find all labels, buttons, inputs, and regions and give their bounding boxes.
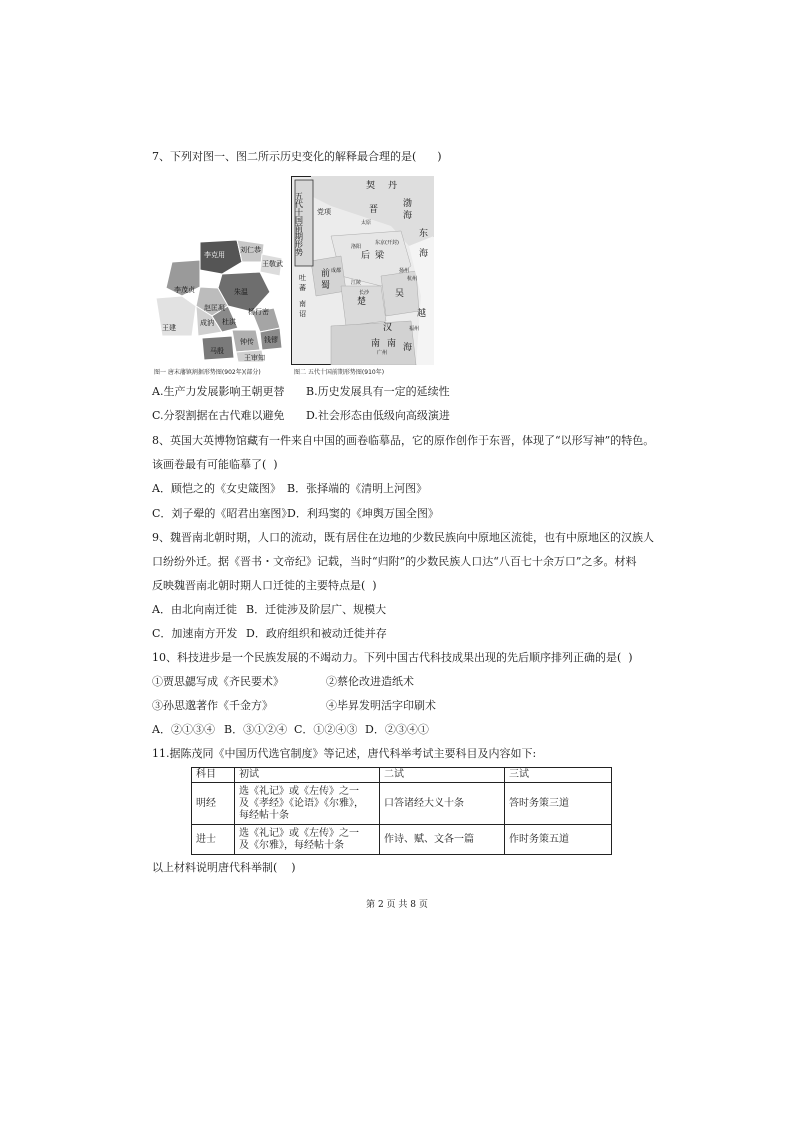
q9-option-b: B．迁徙涉及阶层广、规模大: [246, 603, 387, 616]
q7-stem: 7、下列对图一、图二所示历史变化的解释最合理的是( ): [152, 150, 442, 163]
keju-subjects-table: [191, 767, 612, 855]
map1-label: 赵匡凝: [204, 304, 225, 312]
map1-label: 成汭: [200, 319, 214, 327]
map2-label: 东: [419, 229, 429, 239]
map-five-dynasties: [291, 176, 434, 365]
table-cell-line: 及《尔雅》，每经帖十条: [239, 839, 344, 851]
map2-city: 广州: [377, 350, 388, 356]
q8-option-a: A．顾恺之的《女史箴图》: [152, 482, 281, 495]
table-cell-third: 答时务策三道: [505, 783, 612, 825]
table-cell-third: 作时务策五道: [505, 825, 612, 855]
q8-option-c: C．刘子翚的《昭君出塞图》: [152, 507, 293, 520]
map1-label: 李克用: [204, 251, 225, 259]
map2-city: 洛阳: [351, 244, 362, 250]
table-header-cell: 科目: [192, 768, 235, 783]
map2-label: 梁: [375, 251, 385, 261]
map2-label: 前: [321, 269, 331, 279]
q9-option-d: D．政府组织和被动迁徙并存: [246, 627, 387, 640]
q10-item-2: ②蔡伦改进造纸术: [326, 675, 414, 688]
q10-option-a: A．②①③④: [152, 723, 215, 736]
map2-label: 契: [366, 181, 376, 191]
page-footer: 第 2 页 共 8 页: [366, 900, 428, 910]
map2-label: 汉: [383, 323, 393, 333]
map2-label: 党项: [317, 208, 331, 216]
map1-label: 王审知: [244, 354, 265, 362]
q10-item-3: ③孙思邈著作《千金方》: [152, 699, 273, 712]
map2-label: 晋: [369, 205, 379, 215]
map1-label: 杨行密: [248, 308, 269, 316]
map1-label: 钱镠: [264, 336, 278, 344]
table-header-row: [192, 768, 612, 783]
map2-city: 扬州: [399, 268, 410, 274]
map2-city: 长沙: [359, 290, 370, 296]
q7-option-a: A.生产力发展影响王朝更替: [152, 385, 285, 398]
map2-label: 海: [403, 343, 413, 353]
map2-label: 诏: [299, 310, 306, 318]
map2-label: 越: [417, 309, 427, 319]
map1-label: 刘仁恭: [240, 246, 261, 254]
map2-label: 渤: [403, 199, 413, 209]
q7-option-d: D.社会形态由低级向高级演进: [306, 409, 450, 422]
map1-label: 马殷: [210, 347, 224, 355]
q7-option-c: C.分裂割据在古代难以避免: [152, 409, 285, 422]
table-header-cell: 二试: [380, 768, 505, 783]
map2-label: 吐: [299, 274, 306, 282]
table-cell-subject: 进士: [192, 825, 235, 855]
map1-label: 杜洪: [222, 318, 236, 326]
map1-label: 李茂贞: [174, 286, 195, 294]
table-cell-line: 选《礼记》或《左传》之一: [239, 785, 359, 797]
table-cell-second: 口答诸经大义十条: [380, 783, 505, 825]
q10-option-b: B．③①②④: [224, 723, 288, 736]
q9-line3: 反映魏晋南北朝时期人口迁徙的主要特点是( ): [152, 579, 377, 592]
q8-line1: 8、英国大英博物馆藏有一件来自中国的画卷临摹品，它的原作创作于东晋，体现了“以形写神”的特色。: [152, 434, 655, 447]
map2-label: 蕃: [299, 284, 306, 292]
q8-line2: 该画卷最有可能临摹了( ): [152, 458, 278, 471]
table-cell-line: 选《礼记》或《左传》之一: [239, 827, 359, 839]
map2-caption: 图二 五代十国前期形势图(910年): [294, 369, 385, 376]
q10-item-4: ④毕昇发明活字印刷术: [326, 699, 436, 712]
map2-city: 成都: [331, 268, 342, 274]
map1-label: 王敬武: [262, 260, 283, 268]
q10-option-c: C．①②④③: [294, 723, 358, 736]
q9-line1: 9、魏晋南北朝时期，人口的流动，既有居住在边地的少数民族向中原地区流徙，也有中原地区的汉族人: [152, 531, 654, 544]
map2-label: 楚: [357, 297, 367, 307]
table-cell-subject: 明经: [192, 783, 235, 825]
map2-title-char: 五代十国前期形势: [294, 192, 304, 256]
table-cell-first: [235, 783, 380, 825]
map2-label: 丹: [388, 181, 398, 191]
map1-label: 王建: [162, 324, 176, 332]
map2-label: 南: [387, 339, 397, 349]
map2-label: 后: [361, 251, 371, 261]
map2-label: 南: [299, 300, 306, 308]
map2-city: 太原: [361, 220, 372, 226]
q11-tail: 以上材料说明唐代科举制( ): [152, 861, 296, 874]
map2-label: 南: [371, 339, 381, 349]
q8-option-d: D．利玛窦的《坤舆万国全图》: [287, 507, 439, 520]
map1-label: 钟传: [240, 338, 254, 346]
map2-label: 海: [419, 249, 429, 259]
q10-item-1: ①贾思勰写成《齐民要术》: [152, 675, 284, 688]
q10-option-d: D．②③④①: [365, 723, 429, 736]
q10-stem: 10、科技进步是一个民族发展的不竭动力。下列中国古代科技成果出现的先后顺序排列正确的是( ): [152, 651, 633, 664]
map1-caption: 图一 唐末藩镇割据形势图(902年)(部分): [154, 369, 261, 376]
q9-line2: 口纷纷外迁。据《晋书・文帝纪》记载，当时“归附”的少数民族人口达“八百七十余万口”之多。材料: [152, 555, 637, 568]
table-cell-line: 每经帖十条: [239, 809, 289, 821]
table-cell-second: 作诗、赋、文各一篇: [380, 825, 505, 855]
map2-city: 福州: [409, 326, 420, 332]
map2-label: 吴: [395, 289, 405, 299]
map2-label: 海: [403, 211, 413, 221]
q7-option-b: B.历史发展具有一定的延续性: [306, 385, 450, 398]
table-row: [192, 825, 612, 855]
map1-label: 朱温: [234, 288, 248, 296]
q9-option-c: C．加速南方开发: [152, 627, 238, 640]
table-header-cell: 三试: [505, 768, 612, 783]
map2-city: 杭州: [407, 276, 418, 282]
map2-label: 蜀: [321, 281, 331, 291]
table-header-cell: 初试: [235, 768, 380, 783]
q9-option-a: A．由北向南迁徙: [152, 603, 237, 616]
q8-option-b: B．张择端的《清明上河图》: [287, 482, 428, 495]
map-late-tang-warlords: [152, 232, 287, 362]
table-row: [192, 783, 612, 825]
map2-city: 东京(开封): [375, 240, 399, 246]
map2-city: 江陵: [351, 280, 362, 286]
q11-stem: 11.据陈茂同《中国历代选官制度》等记述，唐代科举考试主要科目及内容如下:: [152, 747, 537, 760]
table-cell-line: 及《孝经》《论语》《尔雅》，: [239, 797, 364, 809]
table-cell-first: [235, 825, 380, 855]
